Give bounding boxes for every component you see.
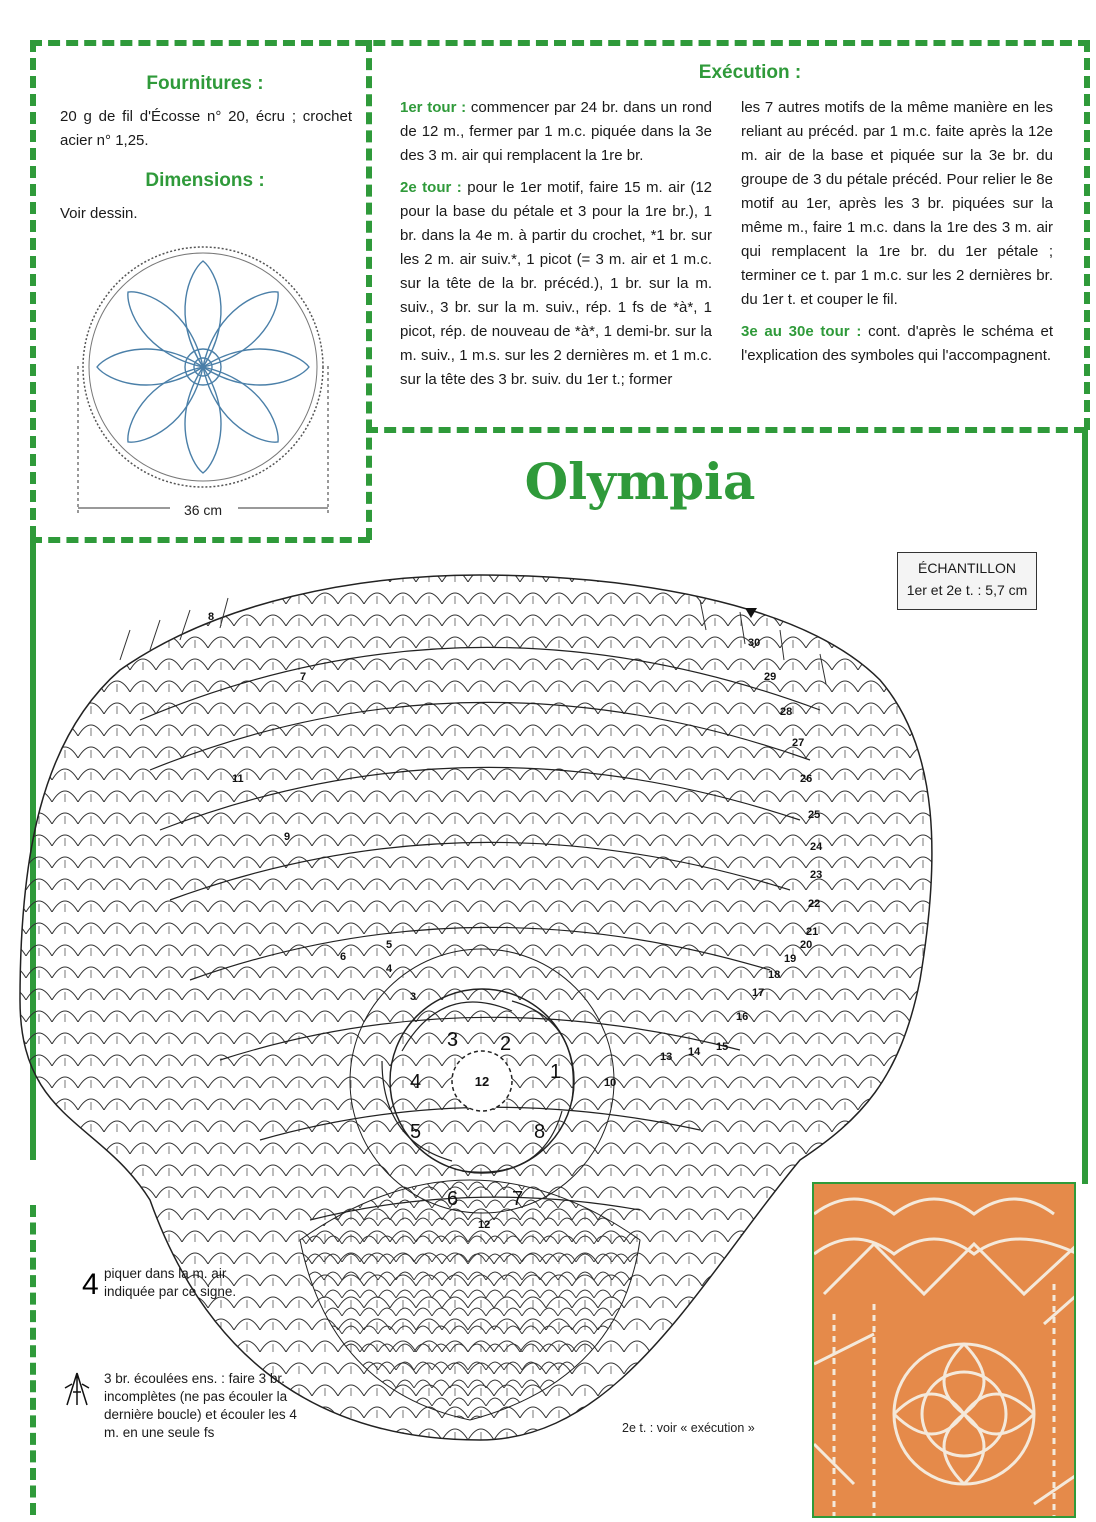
frame-bottom-left (30, 537, 370, 543)
row-label: 6 (340, 951, 347, 963)
frame-divider-v (366, 40, 372, 540)
execution-p3-text: les 7 autres motifs de la même manière en les reliant au précéd. par 1 m.c. faite après la 12e m. air de la base et piquée sur la 3e br. du groupe de 3 du pétale précéd. Pour relier le 8e motif au 1er, après les 3 br. piquées sur la même m., faire 1 m.c. dans la 1re des 3 m. air qui remplacent la 1re br. du 1er pétale ; terminer ce t. par 1 m.c. sur les 2 dernières br. du 1er t. et couper le fil. (741, 99, 1053, 308)
row-label: 21 (806, 926, 819, 938)
chart-note: 2e t. : voir « exécution » (622, 1421, 755, 1435)
legend-item-2: 3 br. écoulées ens. : faire 3 br. incomplètes (ne pas écouler la dernière boucle) et écouler les 4 m. en une seule fs (104, 1371, 297, 1440)
row-label: 5 (386, 939, 393, 951)
row-label: 19 (784, 953, 797, 965)
legend-symbol-cluster-icon (62, 1370, 92, 1410)
dimensions-text: Voir dessin. (60, 205, 138, 222)
row-label: 26 (800, 773, 813, 785)
execution-p4-lead: 3e au 30e tour : (741, 323, 862, 340)
row-label: 8 (208, 611, 215, 623)
legend-symbol-text: 4 (82, 1268, 99, 1301)
sample-line2: 1er et 2e t. : 5,7 cm (906, 582, 1028, 598)
row-label: 17 (752, 987, 765, 999)
execution-heading: Exécution : (698, 62, 802, 83)
execution-p1-lead: 1er tour : (400, 99, 467, 116)
row-label: 24 (810, 841, 823, 853)
row-label: 15 (716, 1041, 729, 1053)
motif-label-6: 6 (447, 1188, 459, 1210)
row-label: 25 (808, 809, 821, 821)
chart-center-label: 12 (474, 1074, 490, 1089)
row-label: 18 (768, 969, 781, 981)
row-label: 13 (660, 1051, 673, 1063)
sample-line1: ÉCHANTILLON (917, 560, 1017, 576)
row-label: 23 (810, 869, 823, 881)
fournitures-heading: Fournitures : (146, 73, 264, 94)
row-label: 10 (604, 1077, 617, 1089)
execution-p4-text: cont. d'après le schéma et l'explication des symboles qui l'accompagnent. (741, 323, 1054, 364)
execution-p2-text: pour le 1er motif, faire 15 m. air (12 pour la base du pétale et 3 pour la 1re br.), 1 br. dans la 4e m. à partir du crochet, *1 br. sur les 2 m. air suiv.*, 1 picot (= 3 m. air et 1 m.c. sur la tête de la br. précéd.), 1 br. sur la m. suiv., 3 br. sur la m. suiv., rép. 1 fs de *à*, 1 picot, rép. de nouveau de *à*, 1 demi-br. sur la m. suiv., 1 m.s. sur les 2 dernières m. et 1 m.c. sur la tête des 3 br. suiv. du 1er t.; former (400, 179, 713, 388)
row-label: 20 (800, 939, 813, 951)
legend-symbol-pointer (80, 1264, 100, 1304)
motif-label-4: 4 (410, 1071, 422, 1093)
execution-col1 (400, 96, 712, 400)
fournitures-text: 20 g de fil d'Écosse n° 20, écru ; crochet acier n° 1,25. (60, 108, 352, 149)
motif-label-1: 1 (550, 1061, 562, 1083)
row-label: 11 (232, 773, 244, 785)
row-label: 16 (736, 1011, 749, 1023)
row-label: 27 (792, 737, 805, 749)
motif-label-5: 5 (410, 1121, 422, 1143)
motif-label-3: 3 (447, 1029, 459, 1051)
row-label: 12 (478, 1219, 491, 1231)
row-label: 7 (300, 671, 307, 683)
row-label: 14 (688, 1046, 701, 1058)
doily-sketch (70, 236, 340, 526)
execution-p2-lead: 2e tour : (400, 179, 462, 196)
execution-p1-text: commencer par 24 br. dans un rond de 12 m., fermer par 1 m.c. piquée dans la 3e des 3 m. air qui remplacent la 1re br. (400, 99, 713, 164)
motif-label-2: 2 (500, 1033, 512, 1055)
execution-col2 (741, 96, 1053, 376)
motif-label-8: 8 (534, 1121, 546, 1143)
frame-solid-right (1082, 430, 1088, 1184)
frame-right (1084, 40, 1090, 430)
frame-top (30, 40, 1090, 46)
motif-label-7: 7 (512, 1188, 524, 1210)
row-label: 3 (410, 991, 417, 1003)
row-label: 28 (780, 706, 793, 718)
frame-divider-h (366, 427, 1086, 433)
row-label: 9 (284, 831, 291, 843)
legend-item-1: piquer dans la m. air indiquée par ce signe. (104, 1266, 237, 1299)
page-title: Olympia (524, 452, 756, 511)
row-label: 29 (764, 671, 777, 683)
dimension-measure: 36 cm (183, 502, 223, 518)
dimensions-heading: Dimensions : (145, 170, 265, 191)
row-label: 30 (748, 637, 761, 649)
row-label: 4 (386, 963, 393, 975)
row-label: 22 (808, 898, 821, 910)
sample-photo (812, 1182, 1076, 1518)
